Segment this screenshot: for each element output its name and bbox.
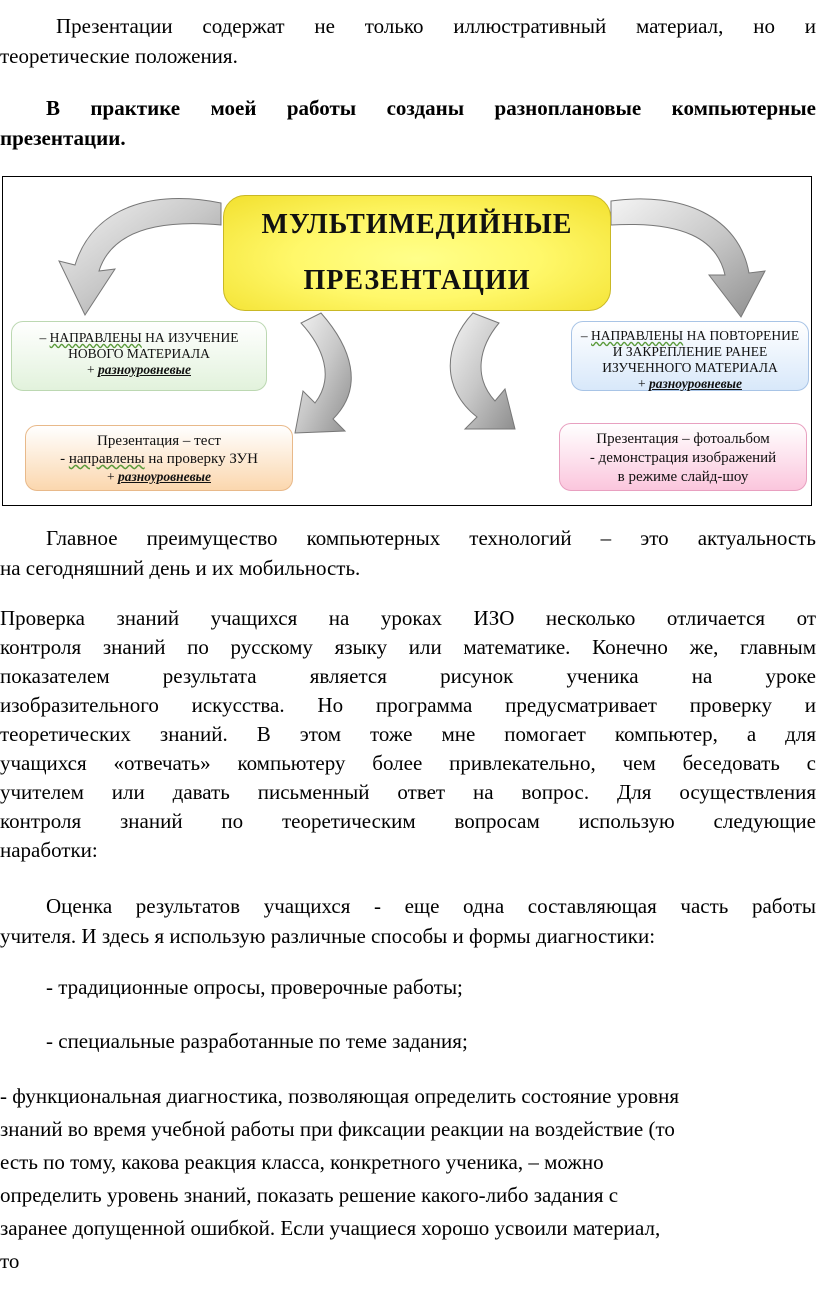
green-box-line-1 bbox=[12, 330, 266, 346]
item-2: - специальные разработанные по теме задания; bbox=[46, 1029, 468, 1053]
orange-box-test bbox=[25, 425, 293, 491]
arrow-middle-left bbox=[295, 313, 351, 433]
check-paragraph bbox=[0, 604, 816, 865]
orange-underlined: направлены bbox=[68, 451, 145, 467]
assessment-paragraph bbox=[0, 892, 816, 951]
check-line-3: показателем результата является рисунок ученика на уроке bbox=[0, 664, 816, 688]
diagram-title-line-1: МУЛЬТИМЕДИЙНЫЕ bbox=[261, 209, 573, 240]
multimedia-diagram bbox=[2, 176, 812, 506]
green-box-line-3 bbox=[12, 362, 266, 378]
check-line-8: контроля знаний по теоретическим вопросам использую следующие bbox=[0, 809, 816, 833]
bold-heading bbox=[0, 94, 816, 153]
blue-plus: + bbox=[638, 376, 650, 391]
pink-box-line-3: в режиме слайд-шоу bbox=[617, 469, 749, 485]
check-line-9: наработки: bbox=[0, 838, 98, 862]
functional-line-1: - функциональная диагностика, позволяющая определить состояние уровня bbox=[0, 1084, 680, 1108]
intro-paragraph bbox=[0, 12, 816, 71]
pink-box-photo-album bbox=[559, 423, 807, 491]
orange-prefix: - bbox=[60, 451, 69, 467]
green-underlined: НАПРАВЛЕНЫ bbox=[49, 330, 142, 345]
check-line-4: изобразительного искусства. Но программа предусматривает проверку и bbox=[0, 693, 816, 717]
green-prefix: – bbox=[39, 330, 50, 345]
green-rest: НА ИЗУЧЕНИЕ bbox=[141, 330, 239, 345]
blue-box-line-3: ИЗУЧЕННОГО МАТЕРИАЛА bbox=[602, 360, 778, 375]
advantage-line-1: Главное преимущество компьютерных технологий – это актуальность bbox=[46, 526, 816, 550]
blue-prefix: – bbox=[580, 328, 592, 343]
blue-box-repetition bbox=[571, 321, 809, 391]
advantage-line-2: на сегодняшний день и их мобильность. bbox=[0, 556, 361, 580]
arrow-top-left bbox=[59, 198, 221, 315]
check-line-6: учащихся «отвечать» компьютеру более привлекательно, чем беседовать с bbox=[0, 751, 816, 775]
functional-line-4: определить уровень знаний, показать решение какого-либо задания с bbox=[0, 1183, 619, 1207]
orange-box-line-2 bbox=[26, 450, 292, 468]
blue-rest: НА ПОВТОРЕНИЕ bbox=[683, 328, 800, 343]
blue-underlined: НАПРАВЛЕНЫ bbox=[591, 328, 684, 343]
pink-box-line-2: - демонстрация изображений bbox=[589, 450, 777, 466]
assessment-line-1: Оценка результатов учащихся - еще одна составляющая часть работы bbox=[46, 894, 816, 918]
check-line-5: теоретических знаний. В этом тоже мне помогает компьютер, а для bbox=[0, 722, 816, 746]
functional-line-5: заранее допущенной ошибкой. Если учащиеся хорошо усвоили материал, bbox=[0, 1216, 661, 1240]
bold-heading-line-1: В практике моей работы созданы разноплановые компьютерные bbox=[46, 96, 816, 120]
assessment-line-2: учителя. И здесь я использую различные способы и формы диагностики: bbox=[0, 924, 656, 948]
green-plus: + bbox=[87, 362, 99, 377]
orange-box-line-1: Презентация – тест bbox=[97, 433, 221, 449]
arrow-middle-right bbox=[450, 313, 515, 429]
diagram-title-line-2: ПРЕЗЕНТАЦИИ bbox=[303, 265, 531, 296]
check-line-1: Проверка знаний учащихся на уроках ИЗО несколько отличается от bbox=[0, 606, 816, 630]
item-1: - традиционные опросы, проверочные работы; bbox=[46, 975, 463, 999]
diagram-title-box bbox=[223, 195, 611, 311]
green-levels: разноуровневые bbox=[98, 362, 191, 377]
orange-plus: + bbox=[107, 469, 119, 484]
blue-levels: разноуровневые bbox=[649, 376, 742, 391]
advantage-paragraph bbox=[0, 524, 816, 583]
green-box-line-2: НОВОГО МАТЕРИАЛА bbox=[68, 346, 210, 361]
orange-rest: на проверку ЗУН bbox=[144, 451, 258, 467]
pink-box-line-1: Презентация – фотоальбом bbox=[596, 431, 770, 447]
check-line-7: учителем или давать письменный ответ на вопрос. Для осуществления bbox=[0, 780, 816, 804]
functional-line-3: есть по тому, какова реакция класса, конкретного ученика, – можно bbox=[0, 1150, 604, 1174]
list-item bbox=[0, 972, 816, 1002]
green-box-new-material bbox=[11, 321, 267, 391]
bold-heading-line-2: презентации. bbox=[0, 126, 126, 150]
orange-box-line-3 bbox=[26, 468, 292, 486]
intro-line-2: теоретические положения. bbox=[0, 44, 238, 68]
blue-box-line-1 bbox=[572, 328, 808, 344]
blue-box-line-2: И ЗАКРЕПЛЕНИЕ РАНЕЕ bbox=[612, 344, 768, 359]
functional-line-2: знаний во время учебной работы при фиксации реакции на воздействие (то bbox=[0, 1117, 675, 1141]
functional-line-6: то bbox=[0, 1249, 20, 1273]
check-line-2: контроля знаний по русскому языку или математике. Конечно же, главным bbox=[0, 635, 816, 659]
orange-levels: разноуровневые bbox=[118, 469, 211, 484]
arrow-top-right bbox=[611, 199, 765, 317]
intro-line-1: Презентации содержат не только иллюстративный материал, но и bbox=[56, 14, 816, 38]
list-item bbox=[0, 1026, 816, 1056]
functional-paragraph bbox=[0, 1080, 816, 1278]
blue-box-line-4 bbox=[572, 376, 808, 392]
